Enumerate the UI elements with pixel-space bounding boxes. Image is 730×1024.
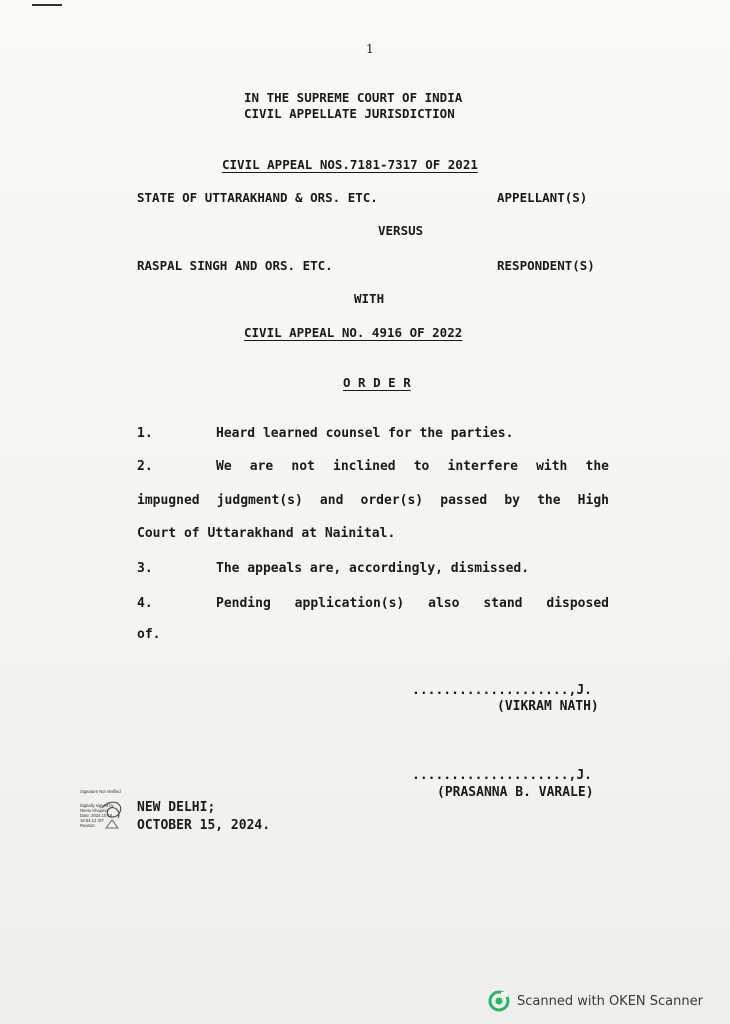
appellant-name: STATE OF UTTARAKHAND & ORS. ETC. bbox=[137, 190, 378, 205]
oken-scanner-logo-icon bbox=[488, 990, 510, 1012]
signature-line: ....................,J. bbox=[412, 768, 593, 783]
place: NEW DELHI; bbox=[137, 800, 216, 815]
court-name: IN THE SUPREME COURT OF INDIA bbox=[244, 90, 463, 105]
page-number: 1 bbox=[366, 42, 374, 56]
paragraph-number: 4. bbox=[137, 596, 153, 611]
with-label: WITH bbox=[354, 291, 385, 306]
scan-mark bbox=[32, 4, 62, 6]
signature-signer: Neetu Khajuria bbox=[80, 808, 108, 813]
court-jurisdiction: CIVIL APPELLATE JURISDICTION bbox=[244, 106, 455, 121]
order-heading: O R D E R bbox=[343, 375, 411, 390]
signature-line: ....................,J. bbox=[412, 683, 593, 698]
respondent-role: RESPONDENT(S) bbox=[497, 258, 595, 273]
judge-name: (PRASANNA B. VARALE) bbox=[437, 785, 594, 800]
paragraph-number: 3. bbox=[137, 561, 153, 576]
paragraph-line: of. bbox=[137, 627, 161, 642]
signature-time: 16:54:12 IST bbox=[80, 818, 104, 823]
paragraph-number: 1. bbox=[137, 426, 153, 441]
signature-signed-by: Digitally signed by bbox=[80, 803, 114, 808]
respondent-name: RASPAL SINGH AND ORS. ETC. bbox=[137, 258, 333, 273]
paragraph-number: 2. bbox=[137, 459, 153, 474]
signature-reason: Reason: bbox=[80, 823, 96, 828]
paragraph-line: Heard learned counsel for the parties. bbox=[216, 426, 514, 441]
appellant-role: APPELLANT(S) bbox=[497, 190, 588, 205]
paragraph-line: We are not inclined to interfere with the bbox=[216, 459, 609, 474]
signature-status: Signature Not Verified bbox=[80, 789, 121, 794]
paragraph-line: impugned judgment(s) and order(s) passed by the High bbox=[137, 493, 609, 508]
versus-label: VERSUS bbox=[378, 223, 424, 238]
paragraph-line: The appeals are, accordingly, dismissed. bbox=[216, 561, 530, 576]
signature-date: Date: 2024.10.19 bbox=[80, 813, 113, 818]
scanner-watermark-text: Scanned with OKEN Scanner bbox=[517, 993, 703, 1009]
connected-case: CIVIL APPEAL NO. 4916 OF 2022 bbox=[244, 325, 463, 340]
paragraph-line: Pending application(s) also stand disposed bbox=[216, 596, 609, 611]
order-date: OCTOBER 15, 2024. bbox=[137, 818, 271, 833]
digital-signature-stamp bbox=[80, 788, 132, 838]
paragraph-line: Court of Uttarakhand at Nainital. bbox=[137, 526, 396, 541]
scanner-watermark bbox=[488, 990, 703, 1012]
judge-name: (VIKRAM NATH) bbox=[497, 699, 599, 714]
case-title: CIVIL APPEAL NOS.7181-7317 OF 2021 bbox=[222, 157, 478, 172]
